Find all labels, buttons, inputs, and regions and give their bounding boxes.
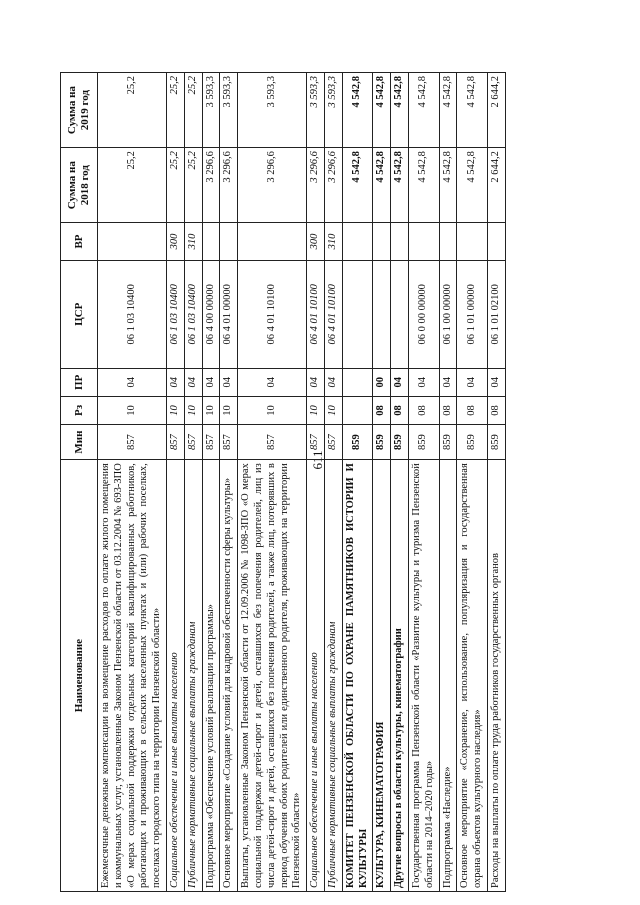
row-sum-2019: 4 542,8	[373, 73, 391, 148]
row-name: Социальное обеспечение и иные выплаты населению	[166, 460, 184, 892]
row-csr: 06 4 00 00000	[202, 260, 220, 368]
row-name: Государственная программа Пензенской области «Развитие культуры и туризма Пензенской области на 2014–2020 годы»	[408, 460, 439, 892]
row-vr	[373, 223, 391, 261]
row-csr	[373, 260, 391, 368]
row-min: 859	[342, 425, 373, 460]
table-row	[307, 73, 325, 892]
row-csr: 06 1 01 00000	[457, 260, 488, 368]
row-sum-2018: 4 542,8	[408, 148, 439, 223]
row-sum-2018: 3 296,6	[220, 148, 238, 223]
row-rz: 08	[408, 396, 439, 424]
row-sum-2019: 3 593,3	[307, 73, 325, 148]
row-pr: 04	[98, 368, 167, 396]
row-rz: 10	[202, 396, 220, 424]
row-vr	[238, 223, 307, 261]
row-vr: 310	[184, 223, 202, 261]
row-sum-2018: 4 542,8	[373, 148, 391, 223]
row-vr: 310	[324, 223, 342, 261]
header-min: Мин	[61, 425, 98, 460]
row-sum-2018: 3 296,6	[307, 148, 325, 223]
row-min: 859	[439, 425, 457, 460]
row-sum-2018: 25,2	[166, 148, 184, 223]
row-rz: 08	[391, 396, 409, 424]
table-row	[342, 73, 373, 892]
row-rz	[342, 396, 373, 424]
row-vr	[439, 223, 457, 261]
row-rz: 10	[238, 396, 307, 424]
table-row	[220, 73, 238, 892]
row-min: 857	[307, 425, 325, 460]
row-rz: 08	[457, 396, 488, 424]
table-header-row	[61, 73, 98, 892]
table-row	[98, 73, 167, 892]
table-body	[98, 73, 506, 892]
row-name: КОМИТЕТ ПЕНЗЕНСКОЙ ОБЛАСТИ ПО ОХРАНЕ ПАМЯТНИКОВ ИСТОРИИ И КУЛЬТУРЫ	[342, 460, 373, 892]
table-row	[166, 73, 184, 892]
row-sum-2018: 2 644,2	[487, 148, 505, 223]
row-csr: 06 4 01 10100	[238, 260, 307, 368]
row-sum-2019: 4 542,8	[408, 73, 439, 148]
row-pr: 04	[487, 368, 505, 396]
row-sum-2018: 4 542,8	[391, 148, 409, 223]
row-pr: 04	[391, 368, 409, 396]
row-min: 859	[457, 425, 488, 460]
row-vr: 300	[166, 223, 184, 261]
row-sum-2019: 4 542,8	[342, 73, 373, 148]
row-name: Основное мероприятие «Создание условий для кадровой обеспеченности сферы культуры»	[220, 460, 238, 892]
row-pr: 04	[457, 368, 488, 396]
table-row	[391, 73, 409, 892]
row-min: 859	[487, 425, 505, 460]
row-pr: 04	[408, 368, 439, 396]
header-csr: ЦСР	[61, 260, 98, 368]
row-vr	[220, 223, 238, 261]
header-rz: Рз	[61, 396, 98, 424]
row-min: 859	[408, 425, 439, 460]
row-csr	[342, 260, 373, 368]
row-rz: 10	[324, 396, 342, 424]
row-sum-2019: 25,2	[98, 73, 167, 148]
row-vr	[457, 223, 488, 261]
row-pr: 04	[202, 368, 220, 396]
row-csr: 06 0 00 00000	[408, 260, 439, 368]
row-vr	[342, 223, 373, 261]
table-row	[202, 73, 220, 892]
row-sum-2018: 3 296,6	[324, 148, 342, 223]
row-pr: 04	[439, 368, 457, 396]
row-sum-2019: 3 593,3	[202, 73, 220, 148]
page-number: 611	[310, 450, 325, 470]
row-name: Другие вопросы в области культуры, кинематографии	[391, 460, 409, 892]
row-name: Расходы на выплаты по оплате труда работников государственных органов	[487, 460, 505, 892]
row-min: 859	[373, 425, 391, 460]
row-csr: 06 4 01 00000	[220, 260, 238, 368]
row-vr	[391, 223, 409, 261]
row-sum-2018: 3 296,6	[238, 148, 307, 223]
row-rz: 10	[166, 396, 184, 424]
row-csr: 06 1 01 02100	[487, 260, 505, 368]
row-sum-2019: 25,2	[166, 73, 184, 148]
rotated-table-container	[60, 72, 560, 892]
row-csr: 06 1 03 10400	[184, 260, 202, 368]
row-name: Основное мероприятие «Сохранение, использование, популяризация и государственная охрана объектов культурного наследия»	[457, 460, 488, 892]
row-pr: 04	[324, 368, 342, 396]
budget-table	[60, 72, 506, 892]
row-vr	[487, 223, 505, 261]
header-sum-2018: Сумма на 2018 год	[61, 148, 98, 223]
row-vr	[98, 223, 167, 261]
row-name: Подпрограмма «Обеспечение условий реализации программы»	[202, 460, 220, 892]
row-sum-2019: 3 593,3	[238, 73, 307, 148]
row-sum-2018: 25,2	[184, 148, 202, 223]
row-vr	[202, 223, 220, 261]
row-rz: 10	[184, 396, 202, 424]
row-sum-2019: 4 542,8	[391, 73, 409, 148]
row-sum-2019: 3 593,3	[324, 73, 342, 148]
row-min: 857	[324, 425, 342, 460]
row-name: Выплаты, установленные Законом Пензенской области от 12.09.2006 № 1098-ЗПО «О мерах социальной поддержки детей-сирот и детей, оставшихся без попечения родителей, лиц из числа детей-сирот и детей, оставшихся без попечения родителей, а также лиц, потерявших в период обучения обоих родителей или единственного родителя, проживающих на территории Пензенской области»	[238, 460, 307, 892]
table-row	[408, 73, 439, 892]
header-sum-2019: Сумма на 2019 год	[61, 73, 98, 148]
row-sum-2019: 25,2	[184, 73, 202, 148]
row-csr: 06 1 03 10400	[166, 260, 184, 368]
row-pr: 04	[184, 368, 202, 396]
row-rz: 08	[487, 396, 505, 424]
row-name: Социальное обеспечение и иные выплаты населению	[307, 460, 325, 892]
table-row	[238, 73, 307, 892]
row-min: 857	[202, 425, 220, 460]
header-vr: ВР	[61, 223, 98, 261]
header-pr: ПР	[61, 368, 98, 396]
row-sum-2019: 4 542,8	[457, 73, 488, 148]
table-row	[373, 73, 391, 892]
row-min: 857	[184, 425, 202, 460]
row-sum-2018: 4 542,8	[457, 148, 488, 223]
row-pr: 04	[307, 368, 325, 396]
row-pr	[342, 368, 373, 396]
row-sum-2019: 2 644,2	[487, 73, 505, 148]
row-rz: 10	[98, 396, 167, 424]
row-csr: 06 1 00 00000	[439, 260, 457, 368]
row-sum-2018: 3 296,6	[202, 148, 220, 223]
row-name: Подпрограмма «Наследие»	[439, 460, 457, 892]
row-sum-2019: 3 593,3	[220, 73, 238, 148]
header-name: Наименование	[61, 460, 98, 892]
row-pr: 04	[166, 368, 184, 396]
row-name: Публичные нормативные социальные выплаты гражданам	[184, 460, 202, 892]
table-row	[439, 73, 457, 892]
row-sum-2018: 25,2	[98, 148, 167, 223]
row-csr: 06 1 03 10400	[98, 260, 167, 368]
row-csr	[391, 260, 409, 368]
row-pr: 04	[238, 368, 307, 396]
row-pr: 04	[220, 368, 238, 396]
row-name: Ежемесячные денежные компенсации на возмещение расходов по оплате жилого помещения и коммунальных услуг, установленные Законом Пензенской области от 03.12.2004 № 693-ЗПО «О мерах социальной поддержки отдельных категорий квалифицированных работников, работающих и проживающих в сельских населенных пунктах и (или) рабочих поселках, поселках городского типа на территории Пензенской области»	[98, 460, 167, 892]
row-min: 859	[391, 425, 409, 460]
row-rz: 10	[220, 396, 238, 424]
row-rz: 10	[307, 396, 325, 424]
row-min: 857	[98, 425, 167, 460]
row-min: 857	[238, 425, 307, 460]
table-row	[184, 73, 202, 892]
row-rz: 08	[439, 396, 457, 424]
row-csr: 06 4 01 10100	[324, 260, 342, 368]
row-vr	[408, 223, 439, 261]
row-csr: 06 4 01 10100	[307, 260, 325, 368]
row-name: Публичные нормативные социальные выплаты гражданам	[324, 460, 342, 892]
row-sum-2018: 4 542,8	[342, 148, 373, 223]
row-name: КУЛЬТУРА, КИНЕМАТОГРАФИЯ	[373, 460, 391, 892]
row-sum-2018: 4 542,8	[439, 148, 457, 223]
row-pr: 00	[373, 368, 391, 396]
table-row	[457, 73, 488, 892]
row-rz: 08	[373, 396, 391, 424]
row-vr: 300	[307, 223, 325, 261]
row-sum-2019: 4 542,8	[439, 73, 457, 148]
table-row	[487, 73, 505, 892]
row-min: 857	[220, 425, 238, 460]
row-min: 857	[166, 425, 184, 460]
table-row	[324, 73, 342, 892]
